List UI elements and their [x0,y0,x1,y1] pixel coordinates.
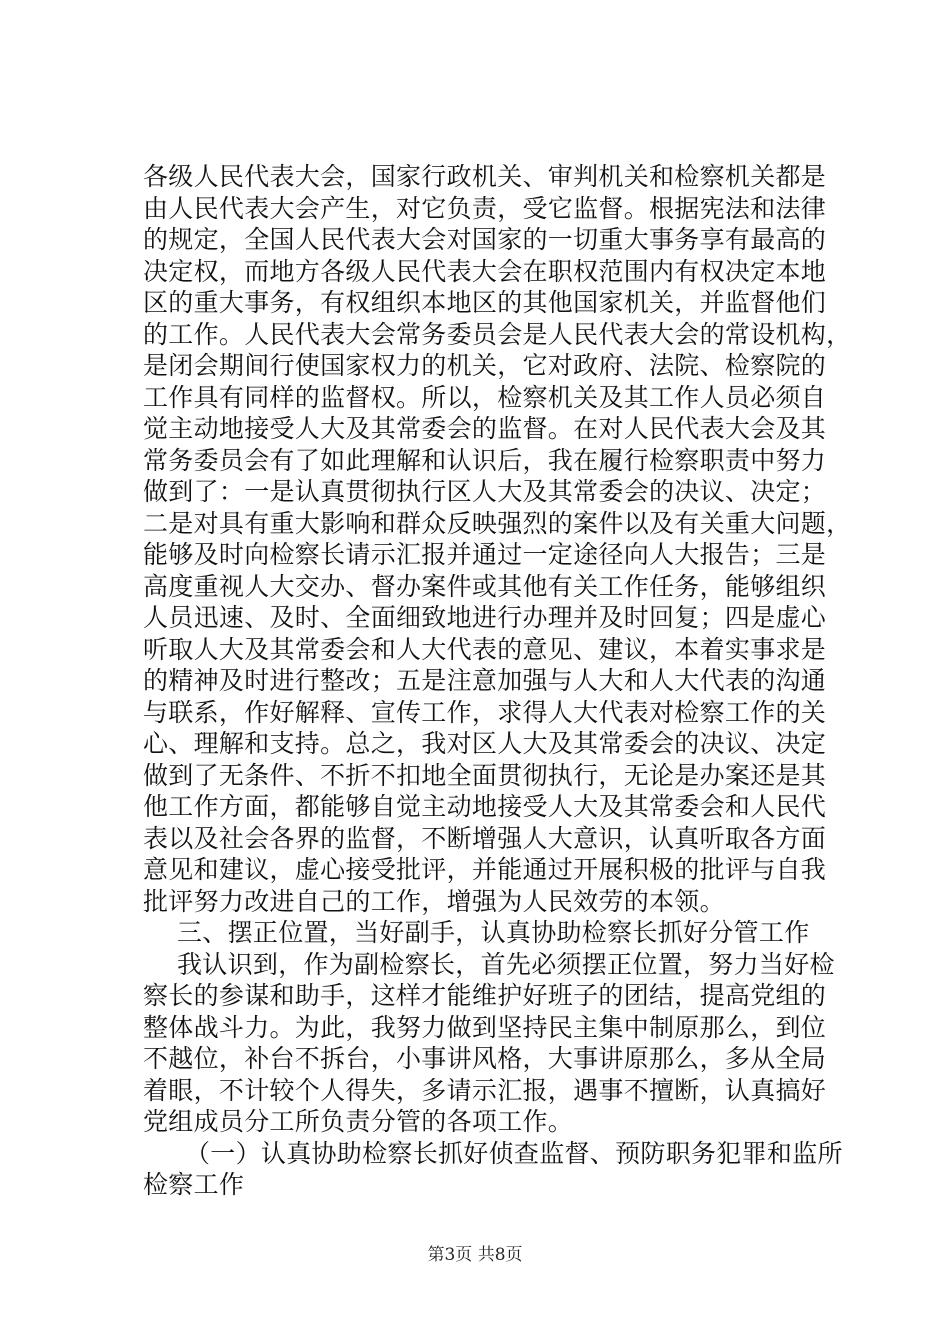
page-number: 第3页 共8页 [427,1245,523,1265]
text-line: 区的重大事务，有权组织本地区的其他国家机关，并监督他们 [143,288,827,317]
text-line: 由人民代表大会产生，对它负责，受它监督。根据宪法和法律 [143,193,827,223]
subsection-heading-continued: 检察工作 [143,1170,245,1199]
text-line: 听取人大及其常委会和人大代表的意见、建议，本着实事求是 [143,634,827,664]
text-line: 与联系，作好解释、宣传工作，求得人大代表对检察工作的关 [143,697,827,727]
text-line: 人员迅速、及时、全面细致地进行办理并及时回复；四是虚心 [143,603,827,632]
text-line: 心、理解和支持。总之，我对区人大及其常委会的决议、决定 [143,729,827,758]
text-line: 觉主动地接受人大及其常委会的监督。在对人民代表大会及其 [143,414,827,443]
text-line: 的工作。人民代表大会常务委员会是人民代表大会的常设机构， [143,319,852,349]
text-line: 意见和建议，虚心接受批评，并能通过开展积极的批评与自我 [143,855,827,884]
text-line: 我认识到，作为副检察长，首先必须摆正位置，努力当好检 [177,949,835,979]
text-line: 党组成员分工所负责分管的各项工作。 [143,1107,574,1136]
text-line: 不越位，补台不拆台，小事讲风格，大事讲原那么，多从全局 [143,1044,827,1073]
text-line: 批评努力改进自己的工作，增强为人民效劳的本领。 [143,886,725,916]
text-line: 察长的参谋和助手，这样才能维护好班子的团结，提高党组的 [143,981,827,1010]
text-line: 决定权，而地方各级人民代表大会在职权范围内有权决定本地 [143,256,827,286]
text-line: 做到了：一是认真贯彻执行区人大及其常委会的决议、决定； [143,477,827,506]
text-line: 的精神及时进行整改；五是注意加强与人大和人大代表的沟通 [143,666,827,695]
text-line: 能够及时向检察长请示汇报并通过一定途径向人大报告；三是 [143,540,827,569]
text-line: 着眼，不计较个人得失，多请示汇报，遇事不擅断，认真搞好 [143,1075,827,1105]
text-line: 做到了无条件、不折不扣地全面贯彻执行，无论是办案还是其 [143,760,827,790]
document-body [143,161,852,1201]
text-line: 常务委员会有了如此理解和认识后，我在履行检察职责中努力 [143,445,827,475]
text-line: 二是对具有重大影响和群众反映强烈的案件以及有关重大问题， [143,508,852,538]
text-line: 整体战斗力。为此，我努力做到坚持民主集中制原那么，到位 [143,1012,827,1042]
text-line: 各级人民代表大会，国家行政机关、审判机关和检察机关都是 [143,162,827,191]
text-line: 他工作方面，都能够自觉主动地接受人大及其常委会和人民代 [143,792,827,821]
text-line: 是闭会期间行使国家权力的机关，它对政府、法院、检察院的 [143,351,827,380]
text-line: 的规定，全国人民代表大会对国家的一切重大事务享有最高的 [143,225,827,254]
text-line: 工作具有同样的监督权。所以，检察机关及其工作人员必须自 [143,382,827,412]
subsection-heading: （一）认真协助检察长抓好侦查监督、预防职务犯罪和监所 [185,1138,843,1168]
text-line: 表以及社会各界的监督，不断增强人大意识，认真听取各方面 [143,823,827,853]
section-heading: 三、摆正位置，当好副手，认真协助检察长抓好分管工作 [177,918,810,947]
text-line: 高度重视人大交办、督办案件或其他有关工作任务，能够组织 [143,571,827,601]
